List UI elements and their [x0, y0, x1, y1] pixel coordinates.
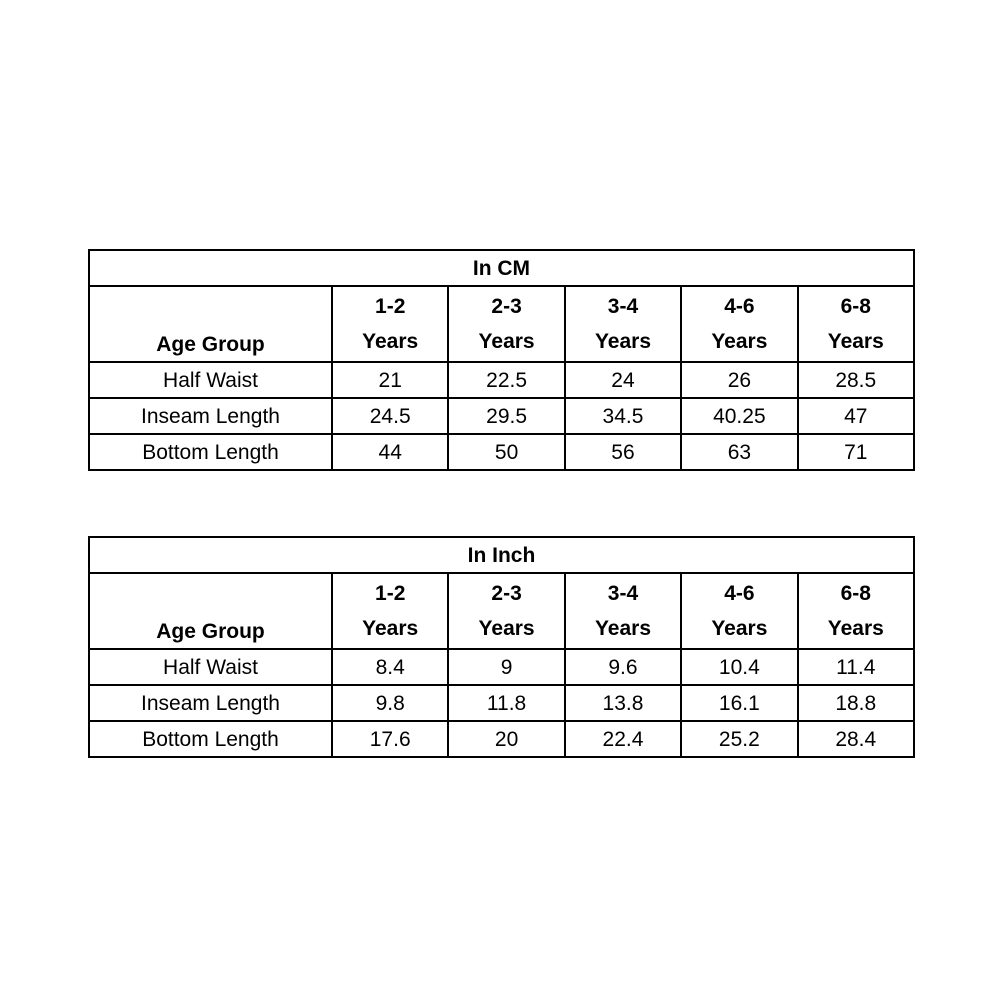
- table-cell: 24.5: [332, 398, 448, 434]
- table-cell: 13.8: [565, 685, 681, 721]
- table-cell: 28.5: [798, 362, 914, 398]
- table-row: [89, 398, 914, 434]
- table-cell: 20: [448, 721, 564, 757]
- column-header: [448, 573, 564, 649]
- table-cell: 56: [565, 434, 681, 470]
- table-cell: 16.1: [681, 685, 797, 721]
- column-header-unit: Years: [711, 617, 768, 640]
- column-header: [681, 286, 797, 362]
- column-header-unit: Years: [711, 330, 768, 353]
- table-title: In Inch: [89, 537, 914, 573]
- column-header-range: 4-6: [724, 582, 755, 605]
- column-header-unit: Years: [478, 330, 535, 353]
- column-header: [798, 573, 914, 649]
- table-cell: 34.5: [565, 398, 681, 434]
- table-cell: 29.5: [448, 398, 564, 434]
- column-header: [332, 573, 448, 649]
- table-row: [89, 721, 914, 757]
- table-cell: 11.8: [448, 685, 564, 721]
- size-table-inch: [88, 536, 915, 758]
- column-header: [565, 573, 681, 649]
- size-table-cm: [88, 249, 915, 471]
- column-header-unit: Years: [594, 617, 651, 640]
- column-header: [798, 286, 914, 362]
- table-cell: 9: [448, 649, 564, 685]
- table-cell: 22.4: [565, 721, 681, 757]
- row-label: Half Waist: [89, 362, 332, 398]
- column-header-unit: Years: [362, 617, 419, 640]
- table-cell: 22.5: [448, 362, 564, 398]
- row-label: Half Waist: [89, 649, 332, 685]
- table-cell: 8.4: [332, 649, 448, 685]
- table-row: [89, 434, 914, 470]
- table-row: [89, 649, 914, 685]
- column-header: [448, 286, 564, 362]
- table-row: [89, 685, 914, 721]
- table-row: [89, 362, 914, 398]
- table-cell: 63: [681, 434, 797, 470]
- column-header: [565, 286, 681, 362]
- column-header-unit: Years: [594, 330, 651, 353]
- column-header-range: 3-4: [607, 295, 639, 318]
- row-label: Inseam Length: [89, 398, 332, 434]
- table-title: In CM: [89, 250, 914, 286]
- column-header-unit: Years: [827, 330, 884, 353]
- table-cell: 17.6: [332, 721, 448, 757]
- row-label: Bottom Length: [89, 721, 332, 757]
- table-cell: 10.4: [681, 649, 797, 685]
- table-cell: 25.2: [681, 721, 797, 757]
- age-group-header: Age Group: [89, 286, 332, 362]
- table-cell: 9.6: [565, 649, 681, 685]
- column-header-unit: Years: [827, 617, 884, 640]
- column-header-range: 2-3: [491, 582, 522, 605]
- table-cell: 40.25: [681, 398, 797, 434]
- table-cell: 71: [798, 434, 914, 470]
- column-header: [681, 573, 797, 649]
- age-group-header: Age Group: [89, 573, 332, 649]
- column-header-range: 1-2: [375, 582, 406, 605]
- table-cell: 11.4: [798, 649, 914, 685]
- row-label: Bottom Length: [89, 434, 332, 470]
- table-cell: 50: [448, 434, 564, 470]
- column-header: [332, 286, 448, 362]
- column-header-range: 1-2: [375, 295, 406, 318]
- column-header-range: 4-6: [724, 295, 755, 318]
- column-header-range: 6-8: [840, 582, 871, 605]
- table-cell: 44: [332, 434, 448, 470]
- table-cell: 28.4: [798, 721, 914, 757]
- column-header-range: 2-3: [491, 295, 522, 318]
- table-cell: 26: [681, 362, 797, 398]
- column-header-range: 3-4: [607, 582, 639, 605]
- table-cell: 18.8: [798, 685, 914, 721]
- column-header-unit: Years: [478, 617, 535, 640]
- row-label: Inseam Length: [89, 685, 332, 721]
- table-cell: 9.8: [332, 685, 448, 721]
- column-header-unit: Years: [362, 330, 419, 353]
- table-cell: 24: [565, 362, 681, 398]
- table-cell: 21: [332, 362, 448, 398]
- table-cell: 47: [798, 398, 914, 434]
- column-header-range: 6-8: [840, 295, 871, 318]
